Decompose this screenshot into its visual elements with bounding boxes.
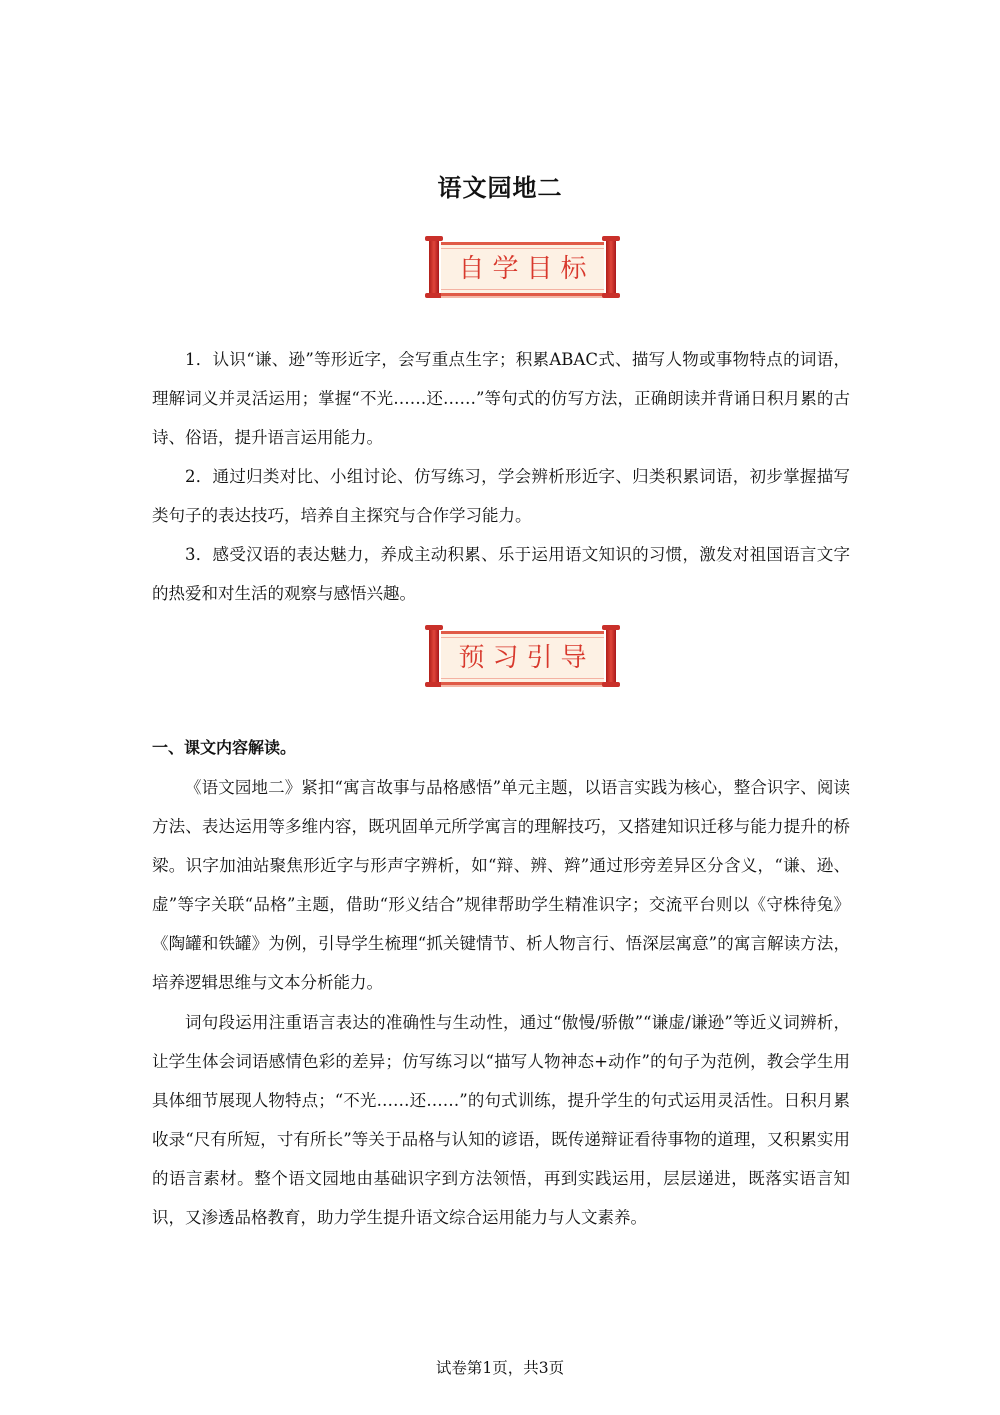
banner-label: 预习引导 xyxy=(458,643,595,673)
section-heading: 一、课文内容解读。 xyxy=(152,738,297,757)
section-paragraph-1: 《语文园地二》紧扣“寓言故事与品格感悟”单元主题，以语言实践为核心，整合识字、阅读方法、表达运用等多维内容，既巩固单元所学寓言的理解技巧，又搭建知识迁移与能力提升的桥梁。识字加油站聚焦形近字与形声字辨析，如“辩、辨、辫”通过形旁差异区分含义，“谦、逊、虚”等字关联“品格”主题，借助“形义结合”规律帮助学生精准识字；交流平台则以《守株待兔》《陶罐和铁罐》为例，引导学生梳理“抓关键情节、析人物言行、悟深层寓意”的寓言解读方法，培养逻辑思维与文本分析能力。 xyxy=(152,778,850,992)
banner-label: 自学目标 xyxy=(458,254,595,284)
page-footer: 试卷第1页，共3页 xyxy=(435,1359,565,1377)
objective-3: 3．感受汉语的表达魅力，养成主动积累、乐于运用语文知识的习惯，激发对祖国语言文字的热爱和对生活的观察与感悟兴趣。 xyxy=(152,545,850,603)
objective-1: 1．认识“谦、逊”等形近字，会写重点生字；积累ABAC式、描写人物或事物特点的词语，理解词义并灵活运用；掌握“不光……还……”等句式的仿写方法，正确朗读并背诵日积月累的古诗、俗语，提升语言运用能力。 xyxy=(152,350,850,447)
scroll-banner-preview-guide xyxy=(425,627,620,689)
section-paragraph-2: 词句段运用注重语言表达的准确性与生动性，通过“傲慢/骄傲”“谦虚/谦逊”等近义词辨析，让学生体会词语感情色彩的差异；仿写练习以“描写人物神态+动作”的句子为范例，教会学生用具体细节展现人物特点；“不光……还……”的句式训练，提升学生的句式运用灵活性。日积月累收录“尺有所短，寸有所长”等关于品格与认知的谚语，既传递辩证看待事物的道理，又积累实用的语言素材。整个语文园地由基础识字到方法领悟，再到实践运用，层层递进，既落实语言知识，又渗透品格教育，助力学生提升语文综合运用能力与人文素养。 xyxy=(152,1013,850,1227)
scroll-banner-self-study-goals xyxy=(425,238,620,300)
page-title: 语文园地二 xyxy=(437,174,563,202)
objective-2: 2．通过归类对比、小组讨论、仿写练习，学会辨析形近字、归类积累词语，初步掌握描写类句子的表达技巧，培养自主探究与合作学习能力。 xyxy=(152,467,850,525)
